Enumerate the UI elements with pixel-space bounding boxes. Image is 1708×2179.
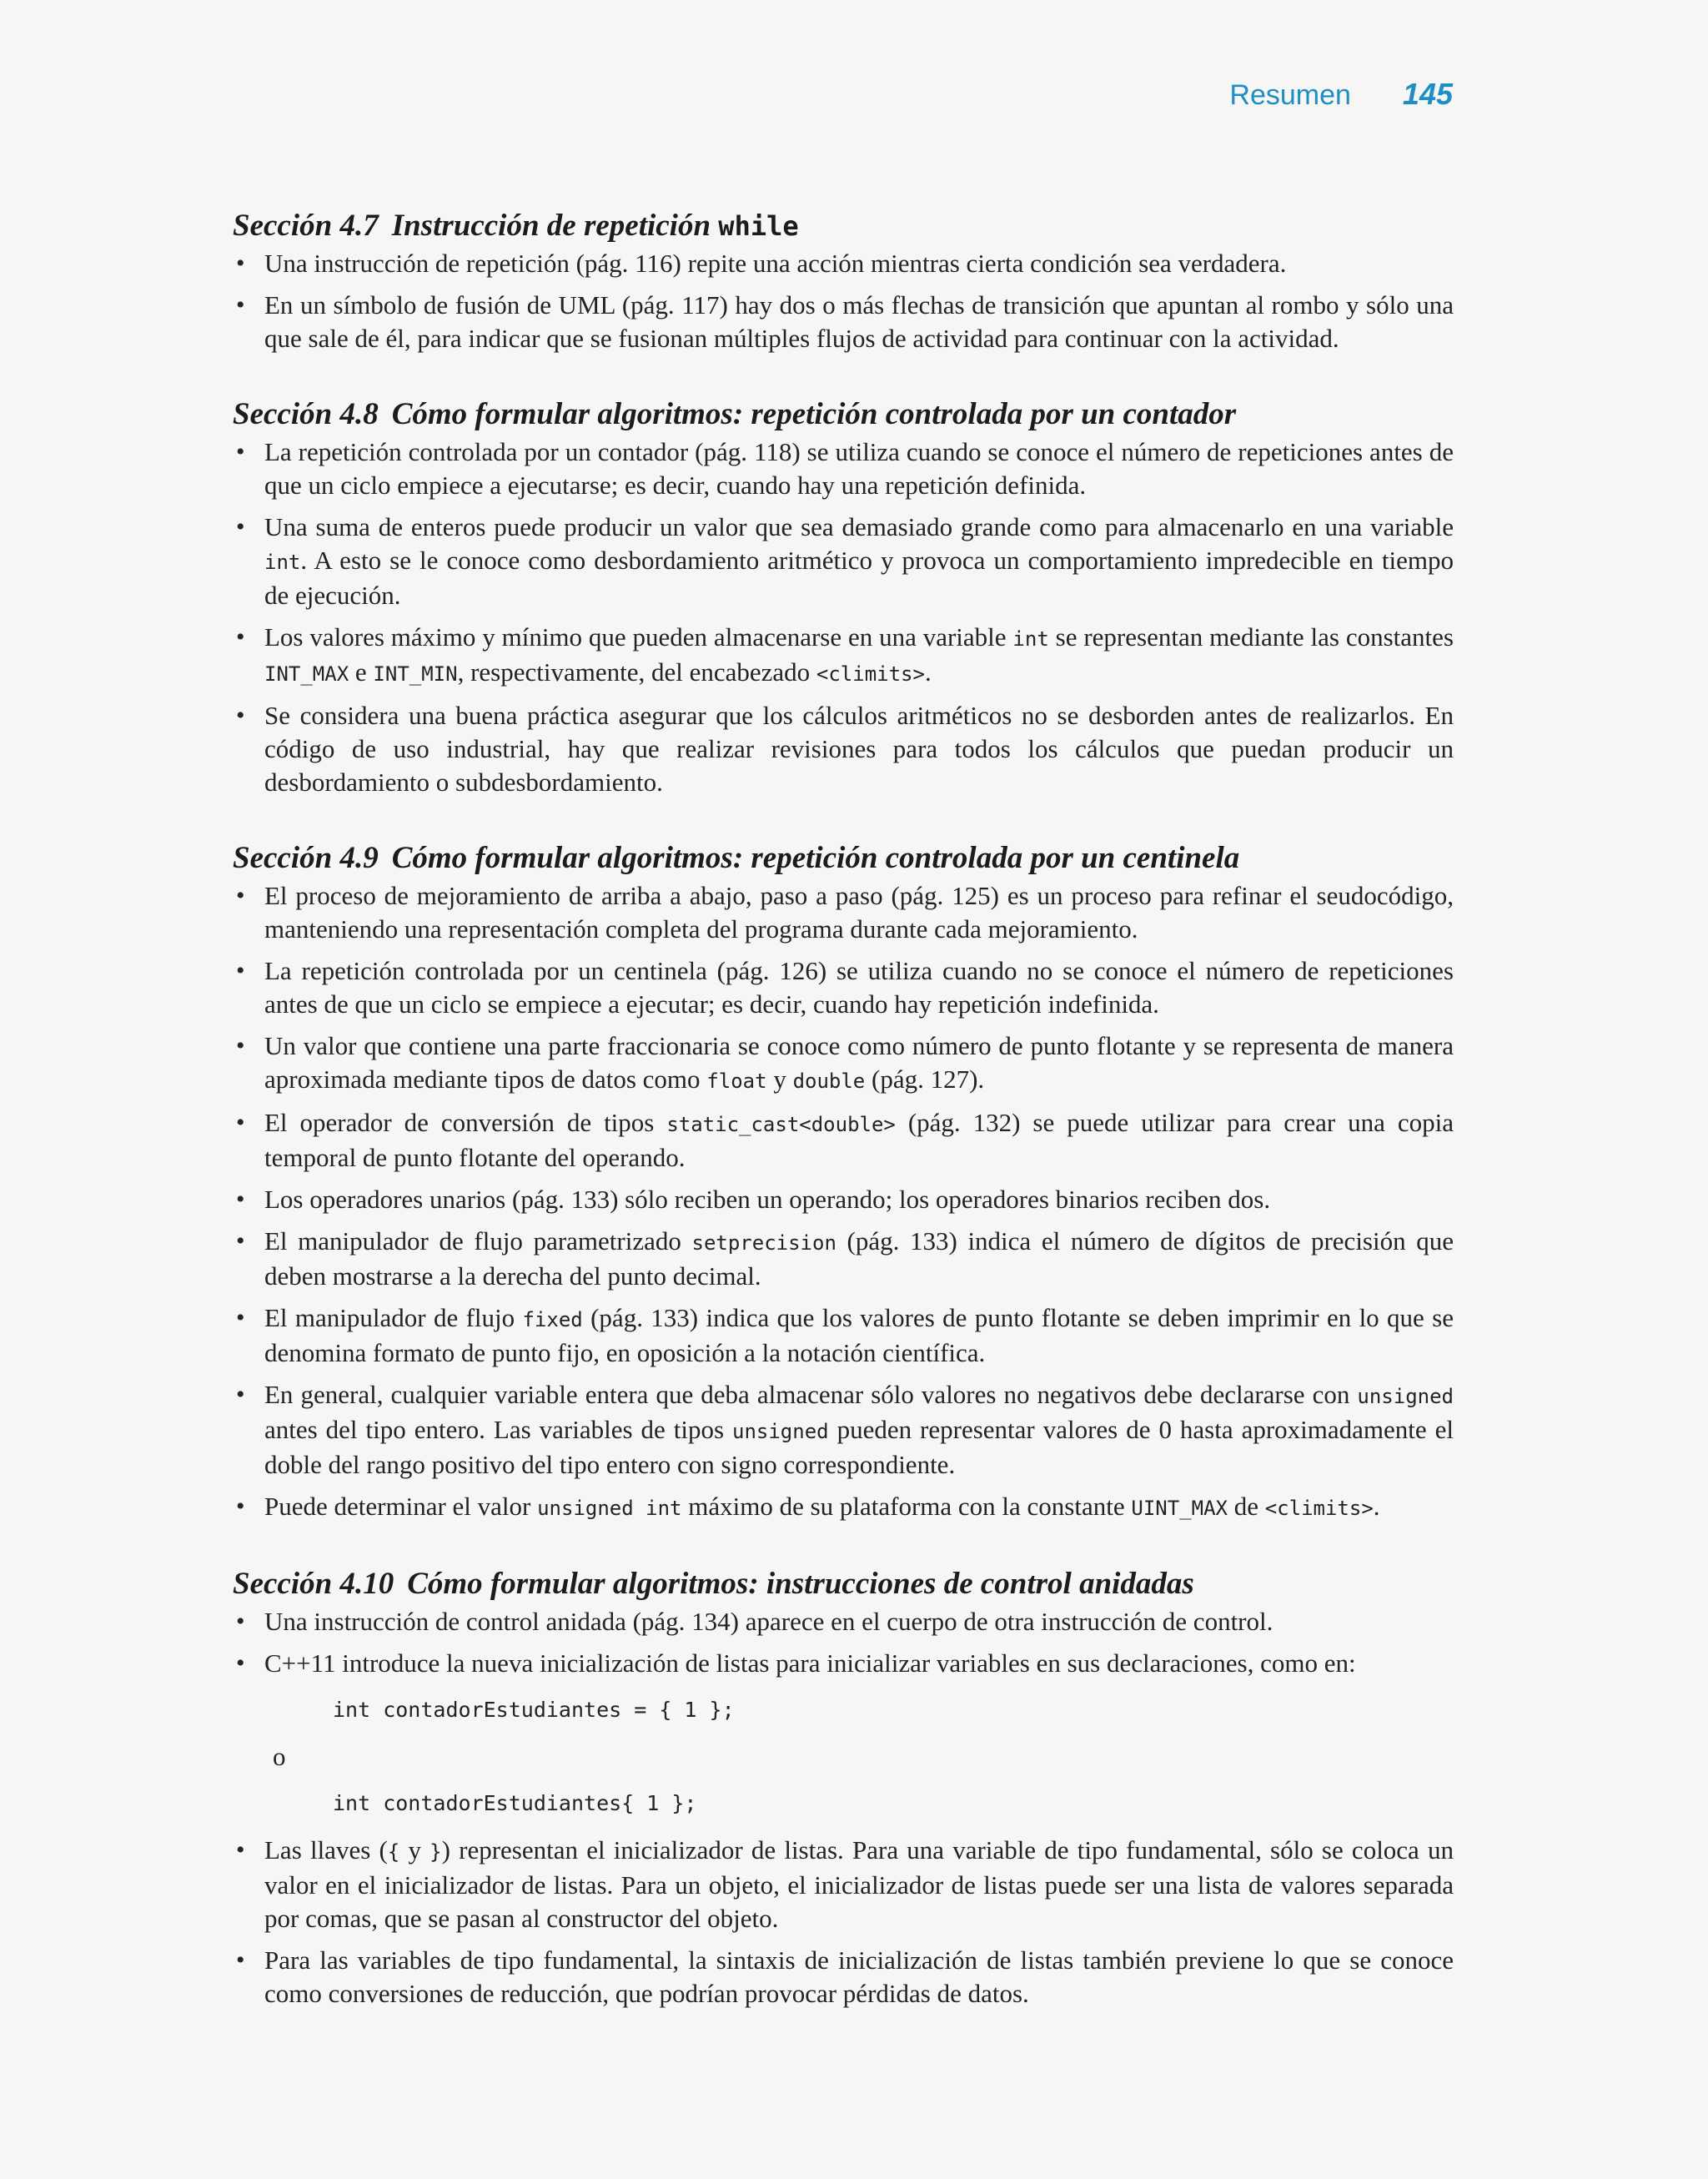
inline-code: int: [1012, 627, 1049, 651]
bullet-text: Un valor que contiene una parte fraccionaria se conoce como número de punto flotante y se representa de manera aproximada mediante tipos de datos como: [264, 1031, 1454, 1094]
bullet-item: [233, 1183, 1454, 1216]
inline-code: UINT_MAX: [1131, 1497, 1228, 1520]
bullet-item: [233, 1378, 1454, 1482]
section-number: Sección 4.10: [233, 1567, 394, 1601]
section-number: Sección 4.8: [233, 397, 379, 431]
bullet-text: e: [349, 657, 374, 687]
bullet-item: [233, 879, 1454, 946]
bullet-item: [233, 1647, 1454, 1819]
bullet-item: [233, 435, 1454, 502]
bullet-item: [233, 699, 1454, 799]
bullet-item: [233, 1834, 1454, 1935]
bullet-text: Una suma de enteros puede producir un valor que sea demasiado grande como para almacenarlo en una variable: [264, 512, 1454, 541]
summary-content: [233, 205, 1454, 2049]
bullet-text: y: [399, 1835, 430, 1864]
bullet-item: [233, 1106, 1454, 1175]
bullet-item: [233, 247, 1454, 280]
running-head-title: Resumen: [1229, 79, 1351, 111]
bullet-text: .: [924, 657, 932, 687]
section-title: Cómo formular algoritmos: repetición controlada por un contador: [391, 397, 1237, 431]
running-head: [1229, 77, 1453, 112]
bullet-item: [233, 289, 1454, 355]
inline-code: unsigned: [1357, 1385, 1454, 1408]
bullet-text: El manipulador de flujo: [264, 1303, 523, 1332]
inline-code: float: [706, 1069, 767, 1093]
bullet-text: El manipulador de flujo parametrizado: [264, 1226, 692, 1256]
bullet-text: Los operadores unarios (pág. 133) sólo reciben un operando; los operadores binarios reciben dos.: [264, 1185, 1271, 1214]
bullet-text: .: [1373, 1492, 1380, 1521]
bullet-text: (pág. 133) indica el número de dígitos de precisión que deben mostrarse a la derecha del punto decimal.: [264, 1226, 1454, 1291]
section: [233, 394, 1454, 799]
bullet-item: [233, 1605, 1454, 1638]
bullet-text: Los valores máximo y mínimo que pueden almacenarse en una variable: [264, 622, 1013, 652]
bullet-list: [233, 435, 1454, 799]
section-title: Instrucción de repetición: [391, 209, 711, 243]
section-number: Sección 4.7: [233, 209, 379, 243]
or-separator: o: [273, 1742, 286, 1771]
bullet-text: (pág. 127).: [865, 1064, 985, 1094]
inline-code: <climits>: [1264, 1497, 1374, 1520]
bullet-text: antes del tipo entero. Las variables de tipos: [264, 1415, 732, 1444]
bullet-text: El operador de conversión de tipos: [264, 1108, 667, 1137]
code-example: int contadorEstudiantes = { 1 };: [333, 1698, 735, 1722]
section-number: Sección 4.9: [233, 841, 379, 875]
section: [233, 1563, 1454, 2010]
bullet-text: máximo de su plataforma con la constante: [681, 1492, 1132, 1521]
inline-code: unsigned int: [537, 1497, 682, 1520]
section-heading: [233, 394, 1454, 435]
section-title: Cómo formular algoritmos: instrucciones de control anidadas: [407, 1567, 1194, 1601]
bullet-text: (pág. 132) se puede utilizar para crear una copia temporal de punto flotante del operando.: [264, 1108, 1454, 1172]
code-example: int contadorEstudiantes{ 1 };: [333, 1791, 697, 1815]
bullet-item: [233, 1944, 1454, 2010]
bullet-text: La repetición controlada por un centinela (pág. 126) se utiliza cuando no se conoce el número de repeticiones antes de que un ciclo se empiece a ejecutar; es decir, cuando hay repetición indefinida.: [264, 956, 1454, 1019]
bullet-text: y: [766, 1064, 793, 1094]
bullet-text: En un símbolo de fusión de UML (pág. 117) hay dos o más flechas de transición que apuntan al rombo y sólo una que sale de él, para indicar que se fusionan múltiples flujos de actividad para continuar con la actividad.: [264, 290, 1454, 353]
bullet-text: Una instrucción de repetición (pág. 116) repite una acción mientras cierta condición sea verdadera.: [264, 249, 1287, 278]
bullet-text: pueden representar valores de 0 hasta aproximadamente el doble del rango positivo del tipo entero con signo correspondiente.: [264, 1415, 1454, 1479]
bullet-list: [233, 247, 1454, 355]
bullet-text: ) representan el inicializador de listas. Para una variable de tipo fundamental, sólo se coloca un valor en el inicializador de listas. Para un objeto, el inicializador de listas puede ser una lista de valores separada por comas, que se pasan al constructor del objeto.: [264, 1835, 1454, 1933]
bullet-list: [233, 879, 1454, 1525]
bullet-text: Para las variables de tipo fundamental, la sintaxis de inicialización de listas también previene lo que se conoce como conversiones de reducción, que podrían provocar pérdidas de datos.: [264, 1945, 1454, 2008]
bullet-text: de: [1227, 1492, 1265, 1521]
inline-code: int: [264, 551, 301, 574]
inline-code: double: [792, 1069, 866, 1093]
inline-code: {: [387, 1840, 400, 1864]
bullet-item: [233, 1301, 1454, 1370]
bullet-text: Puede determinar el valor: [264, 1492, 538, 1521]
bullet-text: . A esto se le conoce como desbordamiento aritmético y provoca un comportamiento impredecible en tiempo de ejecución.: [264, 546, 1454, 610]
inline-code: <climits>: [816, 662, 925, 686]
bullet-text: Una instrucción de control anidada (pág. 134) aparece en el cuerpo de otra instrucción de control.: [264, 1607, 1273, 1636]
inline-code: }: [430, 1840, 442, 1864]
bullet-text: Se considera una buena práctica asegurar que los cálculos aritméticos no se desborden antes de realizarlos. En código de uso industrial, hay que realizar revisiones para todos los cálculos que puedan producir un desbordamiento o subdesbordamiento.: [264, 701, 1454, 797]
bullet-item: [233, 621, 1454, 691]
bullet-item: [233, 1225, 1454, 1293]
section-title: Cómo formular algoritmos: repetición controlada por un centinela: [391, 841, 1240, 875]
bullet-text: En general, cualquier variable entera que deba almacenar sólo valores no negativos debe declararse con: [264, 1380, 1358, 1409]
section: [233, 838, 1454, 1525]
inline-code: unsigned: [732, 1420, 829, 1443]
inline-code: static_cast<double>: [666, 1113, 896, 1136]
bullet-item: [233, 954, 1454, 1021]
inline-code: INT_MAX: [264, 662, 349, 686]
bullet-list: [233, 1605, 1454, 2010]
bullet-item: [233, 511, 1454, 612]
bullet-item: [233, 1490, 1454, 1525]
bullet-text: Las llaves (: [264, 1835, 388, 1864]
page-number: 145: [1402, 77, 1453, 111]
bullet-text: , respectivamente, del encabezado: [457, 657, 816, 687]
section-title-code: while: [718, 210, 799, 242]
bullet-item: [233, 1029, 1454, 1098]
bullet-text: La repetición controlada por un contador (pág. 118) se utiliza cuando se conoce el número de repeticiones antes de que un ciclo empiece a ejecutarse; es decir, cuando hay una repetición definida.: [264, 437, 1454, 500]
section-heading: [233, 205, 1454, 247]
section-heading: [233, 838, 1454, 879]
section-heading: [233, 1563, 1454, 1605]
section: [233, 205, 1454, 355]
bullet-text: C++11 introduce la nueva inicialización de listas para inicializar variables en sus declaraciones, como en:: [264, 1648, 1356, 1678]
bullet-text: se representan mediante las constantes: [1048, 622, 1454, 652]
inline-code: fixed: [522, 1308, 583, 1331]
bullet-text: El proceso de mejoramiento de arriba a abajo, paso a paso (pág. 125) es un proceso para refinar el seudocódigo, manteniendo una representación completa del programa durante cada mejoramiento.: [264, 881, 1454, 944]
inline-code: setprecision: [691, 1231, 836, 1255]
inline-code: INT_MIN: [373, 662, 458, 686]
bullet-text: (pág. 133) indica que los valores de punto flotante se deben imprimir en lo que se denomina formato de punto fijo, en oposición a la notación científica.: [264, 1303, 1454, 1367]
